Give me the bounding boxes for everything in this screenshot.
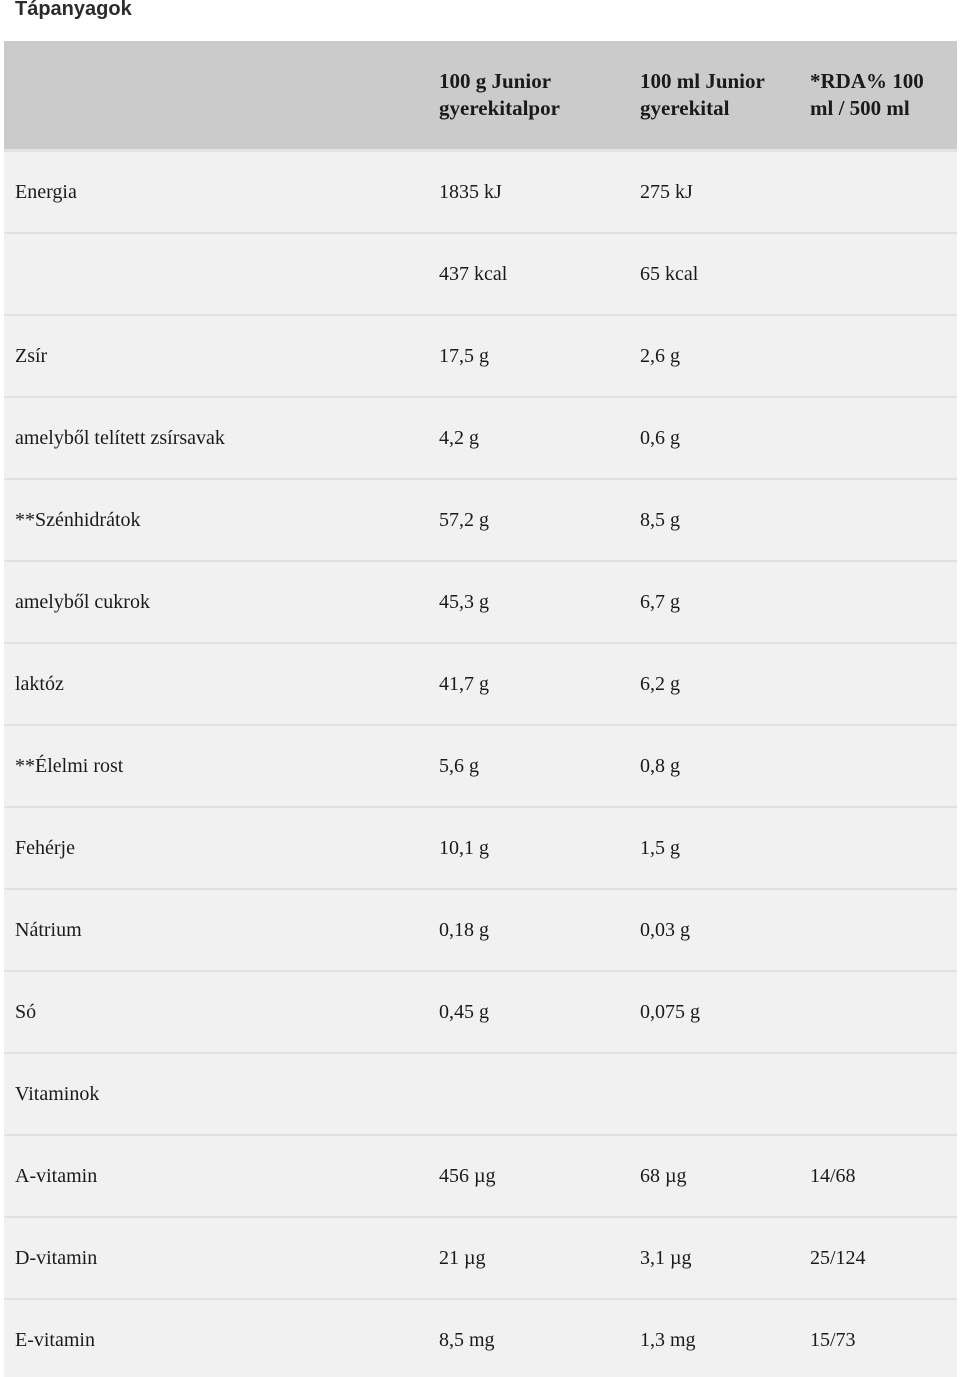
header-cell-rda: *RDA% 100 ml / 500 ml <box>798 41 957 151</box>
cell-nutrient: A-vitamin <box>4 1135 427 1217</box>
cell-per-100g: 17,5 g <box>427 315 628 397</box>
cell-per-100ml: 0,075 g <box>628 971 798 1053</box>
header-cell-per-100g-powder: 100 g Junior gyerekitalpor <box>427 41 628 151</box>
cell-per-100g: 45,3 g <box>427 561 628 643</box>
cell-rda <box>798 889 957 971</box>
cell-per-100ml: 6,7 g <box>628 561 798 643</box>
cell-per-100g: 1835 kJ <box>427 151 628 234</box>
cell-per-100ml: 0,6 g <box>628 397 798 479</box>
table-row <box>4 1299 957 1377</box>
cell-per-100g: 4,2 g <box>427 397 628 479</box>
table-row <box>4 233 957 315</box>
table-row <box>4 643 957 725</box>
table-row <box>4 725 957 807</box>
cell-per-100ml: 0,8 g <box>628 725 798 807</box>
table-row <box>4 1053 957 1135</box>
cell-nutrient: Energia <box>4 151 427 234</box>
cell-rda <box>798 643 957 725</box>
table-row <box>4 807 957 889</box>
cell-per-100g: 57,2 g <box>427 479 628 561</box>
cell-nutrient: amelyből cukrok <box>4 561 427 643</box>
table-row <box>4 1135 957 1217</box>
table-row <box>4 315 957 397</box>
cell-rda <box>798 479 957 561</box>
cell-nutrient: Fehérje <box>4 807 427 889</box>
table-row <box>4 971 957 1053</box>
cell-nutrient: **Szénhidrátok <box>4 479 427 561</box>
table-row <box>4 1217 957 1299</box>
table-header-row <box>4 41 957 151</box>
cell-rda: 15/73 <box>798 1299 957 1377</box>
cell-rda <box>798 807 957 889</box>
cell-per-100g: 437 kcal <box>427 233 628 315</box>
cell-rda <box>798 971 957 1053</box>
cell-nutrient: Vitaminok <box>4 1053 427 1135</box>
cell-nutrient: laktóz <box>4 643 427 725</box>
cell-per-100g: 41,7 g <box>427 643 628 725</box>
cell-rda: 25/124 <box>798 1217 957 1299</box>
cell-per-100ml: 65 kcal <box>628 233 798 315</box>
cell-per-100g: 10,1 g <box>427 807 628 889</box>
cell-per-100ml: 8,5 g <box>628 479 798 561</box>
cell-per-100ml: 68 µg <box>628 1135 798 1217</box>
cell-rda <box>798 725 957 807</box>
cell-nutrient: D-vitamin <box>4 1217 427 1299</box>
cell-per-100g: 5,6 g <box>427 725 628 807</box>
cell-nutrient: **Élelmi rost <box>4 725 427 807</box>
cell-per-100g: 8,5 mg <box>427 1299 628 1377</box>
cell-per-100ml: 6,2 g <box>628 643 798 725</box>
table-row <box>4 561 957 643</box>
cell-rda <box>798 561 957 643</box>
table-row <box>4 889 957 971</box>
cell-per-100ml <box>628 1053 798 1135</box>
cell-per-100ml: 0,03 g <box>628 889 798 971</box>
cell-per-100g <box>427 1053 628 1135</box>
cell-nutrient: Zsír <box>4 315 427 397</box>
cell-rda <box>798 315 957 397</box>
header-cell-nutrient <box>4 41 427 151</box>
cell-nutrient: Só <box>4 971 427 1053</box>
cell-per-100ml: 275 kJ <box>628 151 798 234</box>
table-row <box>4 151 957 234</box>
cell-per-100g: 0,45 g <box>427 971 628 1053</box>
cell-per-100g: 21 µg <box>427 1217 628 1299</box>
cell-rda <box>798 1053 957 1135</box>
cell-per-100g: 456 µg <box>427 1135 628 1217</box>
table-body <box>4 151 957 1377</box>
table-row <box>4 479 957 561</box>
cell-per-100g: 0,18 g <box>427 889 628 971</box>
header-cell-per-100ml-drink: 100 ml Junior gyerekital <box>628 41 798 151</box>
cell-per-100ml: 2,6 g <box>628 315 798 397</box>
cell-per-100ml: 1,5 g <box>628 807 798 889</box>
cell-rda <box>798 233 957 315</box>
cell-rda <box>798 151 957 234</box>
cell-per-100ml: 1,3 mg <box>628 1299 798 1377</box>
cell-nutrient <box>4 233 427 315</box>
cell-per-100ml: 3,1 µg <box>628 1217 798 1299</box>
nutrition-table <box>4 41 957 1377</box>
cell-nutrient: amelyből telített zsírsavak <box>4 397 427 479</box>
cell-nutrient: Nátrium <box>4 889 427 971</box>
cell-nutrient: E-vitamin <box>4 1299 427 1377</box>
table-row <box>4 397 957 479</box>
cell-rda <box>798 397 957 479</box>
section-title: Tápanyagok <box>15 0 132 20</box>
cell-rda: 14/68 <box>798 1135 957 1217</box>
